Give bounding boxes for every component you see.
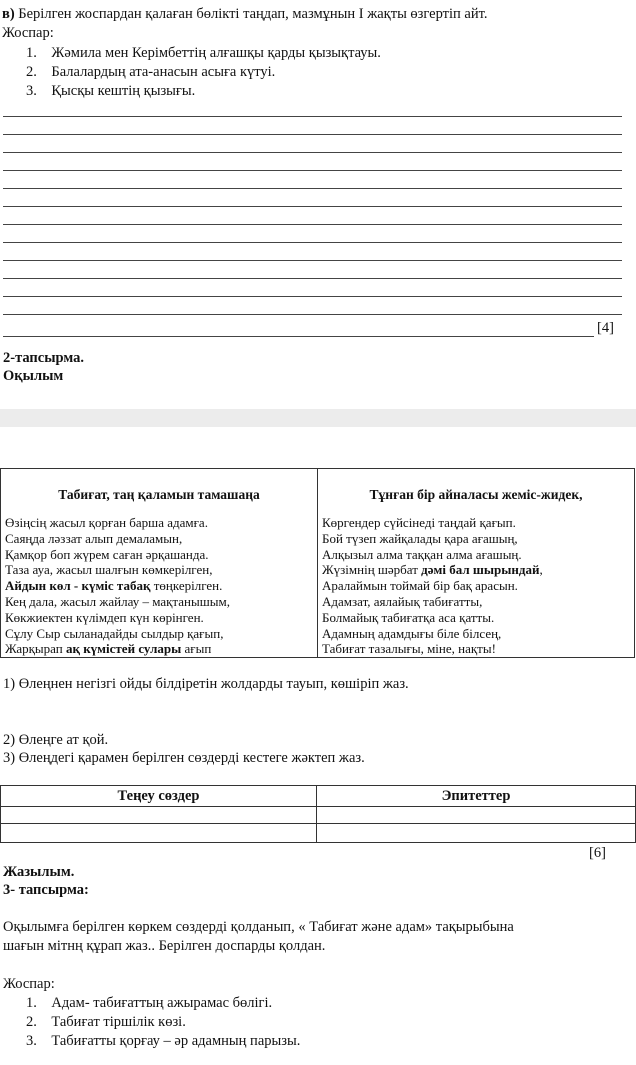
poem-line — [322, 531, 543, 547]
poem-line — [322, 547, 543, 563]
poem-text: төңкерілген. — [150, 578, 223, 594]
list-item: 2. Балалардың ата-анасын асыға күтуі. — [26, 64, 276, 80]
poem-line — [5, 610, 230, 626]
poem-line — [322, 578, 543, 594]
section-b-task-text: Берілген жоспардан қалаған бөлікті таңдап, мазмұнын І жақты өзгертіп айт. — [18, 6, 488, 22]
answer-line — [3, 134, 622, 135]
poem-line — [322, 610, 543, 626]
answer-line — [3, 314, 622, 315]
question-2: 2) Өлеңге ат қой. — [3, 732, 109, 748]
list-item: 3. Табиғатты қорғау – әр адамның парызы. — [26, 1033, 301, 1049]
answer-line — [3, 278, 622, 279]
poem-line — [322, 626, 543, 642]
poem-text: Таза ауа, жасыл шалғын көмкерілген, — [5, 562, 213, 578]
poem-right-lines — [322, 515, 543, 657]
question-1: 1) Өлеңнен негізгі ойды білдіретін жолдарды тауып, көшіріп жаз. — [3, 676, 409, 692]
poem-text: Көргендер сүйсінеді таңдай қағып. — [322, 515, 516, 530]
poem-line — [5, 562, 230, 578]
table-row — [1, 806, 635, 807]
poem-text: Адамның адамдығы біле білсең, — [322, 625, 502, 641]
answer-line — [3, 152, 622, 153]
section-b-prefix: в) — [2, 6, 15, 22]
poem-text: Саяңда ләззат алып демаламын, — [5, 530, 183, 546]
poem-text: Көкжиектен күлімдеп күн көрінген. — [5, 609, 204, 625]
poem-line — [322, 594, 543, 610]
task3-title: 3- тапсырма: — [3, 882, 89, 898]
list-item: 1. Жәмила мен Керімбеттің алғашқы қарды қызықтауы. — [26, 45, 381, 61]
answer-line — [3, 242, 622, 243]
column-header-similes: Теңеу сөздер — [117, 788, 200, 804]
section-b-plan-label: Жоспар: — [2, 25, 54, 41]
poem-column-right — [318, 469, 634, 657]
poem-line — [5, 626, 230, 642]
task3-text-line2: шағын мітнң құрап жаз.. Берілген доспарды қолдан. — [3, 938, 326, 954]
poem-line — [5, 594, 230, 610]
poem-text: Өзіңсің жасыл қорған барша адамға. — [5, 515, 208, 530]
list-item: 1. Адам- табиғаттың ажырамас бөлігі. — [26, 995, 273, 1011]
poem-line — [322, 515, 543, 531]
task3-plan-list — [26, 994, 300, 1051]
poem-text: , — [539, 562, 543, 578]
task2-subtitle: Оқылым — [3, 368, 64, 384]
page-break — [0, 409, 636, 427]
task2-title: 2-тапсырма. — [3, 350, 85, 366]
poem-text: Бой түзеп жайқалады қара ағашың, — [322, 530, 518, 546]
answer-line — [3, 206, 622, 207]
answer-line — [3, 224, 622, 225]
writing-heading: Жазылым. — [3, 864, 75, 880]
poem-text: Сұлу Сыр сыланадайды сылдыр қағып, — [5, 625, 224, 641]
bold-phrase: Айдын көл - күміс табақ — [5, 578, 151, 594]
poem-left-title: Табиғат, таң қаламын тамашаңа — [58, 487, 260, 502]
column-header-epithets: Эпитеттер — [441, 788, 511, 804]
table-divider — [316, 786, 317, 842]
poem-right-title: Тұнған бір айналасы жеміс-жидек, — [369, 487, 583, 502]
poem-table — [0, 468, 635, 658]
answer-line — [3, 260, 622, 261]
answer-line — [3, 336, 594, 337]
answer-line — [3, 170, 622, 171]
poem-text: Жарқырап — [5, 641, 66, 657]
list-item: 3. Қысқы кештің қызығы. — [26, 83, 196, 99]
poem-text: Табиғат тазалығы, міне, нақты! — [322, 641, 496, 657]
poem-line — [5, 547, 230, 563]
section-b-plan-list — [26, 44, 381, 101]
poem-line — [322, 641, 543, 657]
section-b-task — [2, 6, 487, 23]
answer-table — [0, 785, 636, 843]
poem-line — [5, 578, 230, 594]
answer-line — [3, 188, 622, 189]
poem-text: Кең дала, жасыл жайлау – мақтанышым, — [5, 593, 230, 609]
poem-left-lines — [5, 515, 230, 657]
score-badge-2: [6] — [589, 845, 606, 861]
poem-text: Болмайық табиғатқа аса қатты. — [322, 609, 495, 625]
poem-text: Алқызыл алма таққан алма ағашың. — [322, 546, 522, 562]
task3-text-line1: Оқылымға берілген көркем сөздерді қолданып, « Табиғат және адам» тақырыбына — [3, 919, 514, 935]
poem-text: ағып — [181, 641, 212, 657]
poem-text: Адамзат, аялайық табиғатты, — [322, 593, 483, 609]
poem-text: Қамқор боп жүрем саған әрқашанда. — [5, 546, 209, 562]
poem-text: Аралаймын тоймай бір бақ арасын. — [322, 578, 518, 594]
bold-phrase: ақ күмістей сулары — [65, 641, 182, 657]
poem-line — [5, 515, 230, 531]
question-3: 3) Өлеңдегі қарамен берілген сөздерді кестеге жәктеп жаз. — [3, 750, 365, 766]
bold-phrase: дәмі бал шырындай — [421, 562, 540, 578]
poem-line — [5, 531, 230, 547]
poem-text: Жүзімнің шәрбат — [322, 562, 422, 578]
task3-plan-label: Жоспар: — [3, 976, 55, 992]
answer-line — [3, 116, 622, 117]
score-badge: [4] — [597, 320, 614, 336]
poem-column-left — [1, 469, 318, 657]
table-row — [1, 823, 635, 824]
answer-line — [3, 296, 622, 297]
list-item: 2. Табиғат тіршілік көзі. — [26, 1014, 186, 1030]
poem-line — [5, 641, 230, 657]
poem-line — [322, 562, 543, 578]
